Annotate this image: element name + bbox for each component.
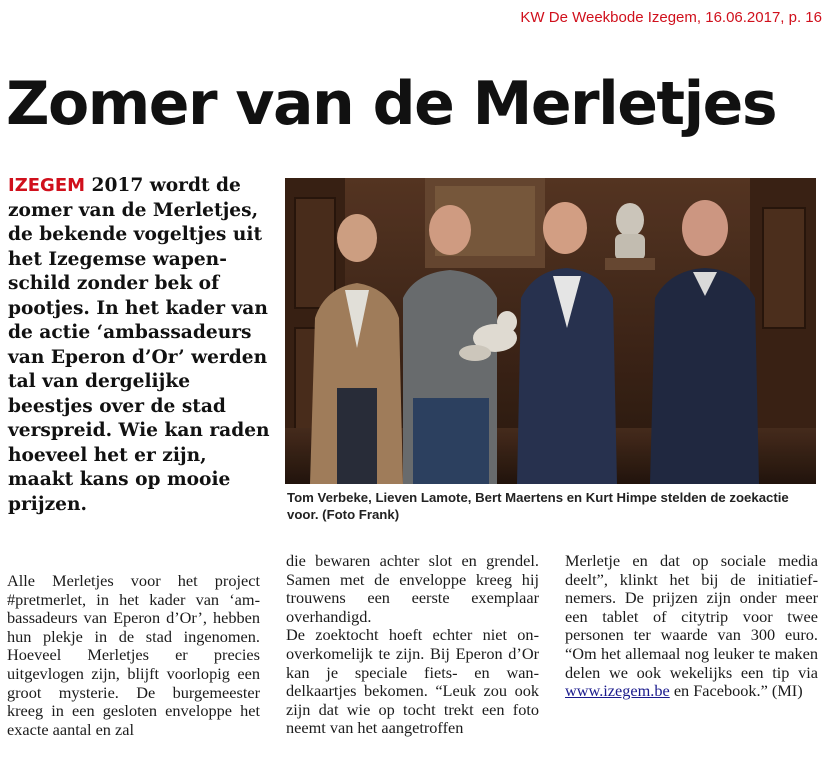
body-text: en Facebook.” (MI) — [673, 681, 803, 701]
dateline: IZEGEM — [8, 175, 86, 196]
article-photo — [285, 178, 816, 484]
website-link[interactable]: www.izegem.be — [565, 681, 670, 701]
body-paragraph — [565, 552, 818, 701]
body-column-2 — [286, 552, 539, 738]
lead-paragraph — [8, 174, 276, 517]
body-text: Merletje en dat op sociale media deelt”, klinkt het bij de initiatiefnemers. De prijzen zijn onder meer een tablet of citytrip voor twee personen ter waarde van 300 euro. “Om het allemaal nog leuker te maken delen we ook wekelijks een tip via — [565, 551, 818, 682]
headline: Zomer van de Merletjes — [6, 69, 777, 139]
photo-illustration — [285, 178, 816, 484]
body-column-1 — [7, 572, 260, 739]
body-paragraph: Alle Merletjes voor het project #pretmerlet, in het kader van ‘ambassadeurs van Eperon d’Or’, hebben hun plekje in de stad ingenomen. Hoeveel Merletjes er precies uitgevlogen zijn, blijft voorlopig een groot mysterie. De burgemeester kreeg in een gesloten enveloppe het exacte aantal en zal — [7, 571, 260, 739]
body-paragraph: De zoektocht hoeft echter niet onoverkomelijk te zijn. Bij Eperon d’Or kan je speciale fiets- en wandelkaartjes bekomen. “Leuk zou ook zijn dat wie op tocht trekt een foto neemt van het aangetroffen — [286, 625, 539, 738]
photo-caption: Tom Verbeke, Lieven Lamote, Bert Maertens en Kurt Himpe stelden de zoekactie voor. (Foto Frank) — [287, 490, 789, 522]
source-line: KW De Weekbode Izegem, 16.06.2017, p. 16 — [520, 9, 822, 26]
lead-text: 2017 wordt de zomer van de Merletjes, de bekende vogeltjes uit het Izegemse wapenschild zonder bek of pootjes. In het kader van de actie ‘ambassadeurs van Eperon d’Or’ werden tal van dergelijke beestjes over de stad verspreid. Wie kan raden hoeveel het er zijn, maakt kans op mooie prijzen. — [8, 175, 270, 515]
body-paragraph: die bewaren achter slot en grendel. Samen met de enveloppe kreeg hij trouwens een eerste exemplaar overhandigd. — [286, 551, 539, 626]
body-column-3 — [565, 552, 818, 701]
